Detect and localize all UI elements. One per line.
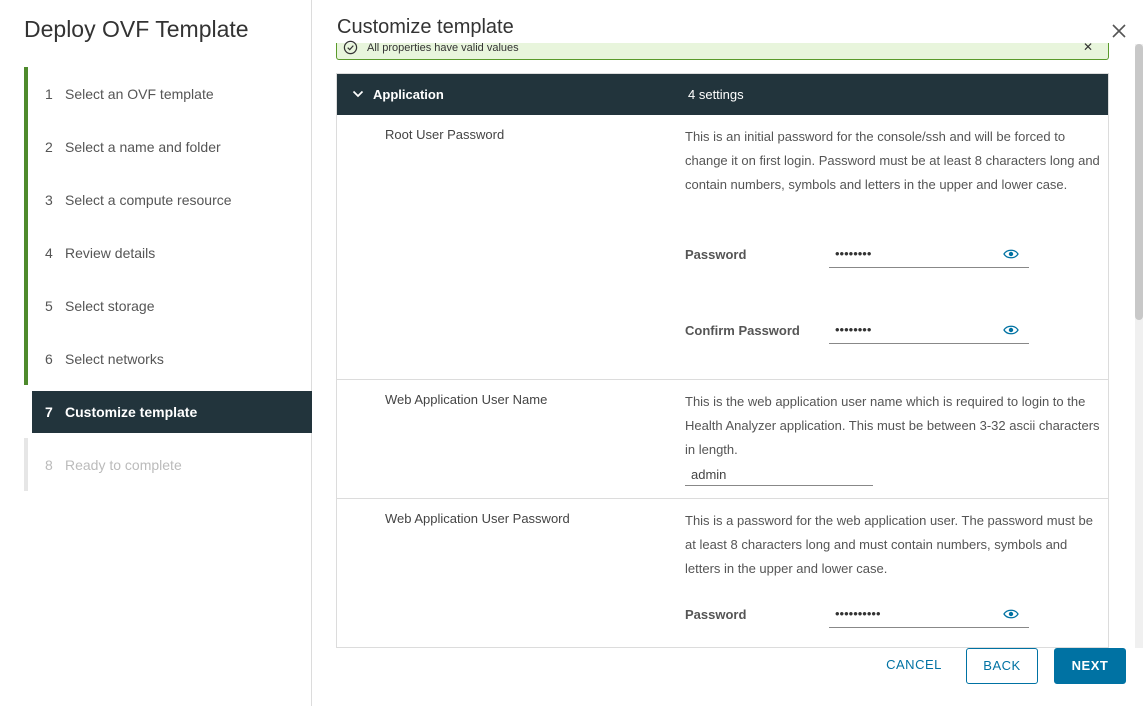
step-number: 7 bbox=[45, 403, 53, 420]
root-password-input[interactable] bbox=[829, 244, 1029, 268]
setting-web-app-user-name bbox=[337, 380, 1108, 499]
web-password-input[interactable] bbox=[829, 604, 1029, 628]
group-name: Application bbox=[373, 87, 444, 102]
field-label: Password bbox=[685, 247, 747, 262]
setting-label: Web Application User Password bbox=[385, 511, 570, 526]
step-number: 4 bbox=[45, 244, 53, 261]
step-label: Select networks bbox=[65, 350, 164, 367]
step-review-details[interactable] bbox=[24, 226, 312, 279]
step-progress-bar bbox=[24, 332, 28, 385]
cancel-button[interactable]: CANCEL bbox=[886, 657, 942, 672]
step-select-name-folder[interactable] bbox=[24, 120, 312, 173]
root-confirm-password-field bbox=[685, 320, 1045, 344]
step-progress-bar bbox=[24, 67, 28, 120]
password-value: •••••••••• bbox=[835, 606, 881, 621]
step-progress-bar bbox=[24, 438, 28, 491]
step-number: 8 bbox=[45, 456, 53, 473]
step-number: 1 bbox=[45, 85, 53, 102]
field-label: Password bbox=[685, 607, 747, 622]
step-progress-bar bbox=[24, 173, 28, 226]
web-user-name-input[interactable] bbox=[685, 464, 873, 486]
step-customize-template[interactable] bbox=[24, 385, 312, 438]
step-label: Ready to complete bbox=[65, 456, 182, 473]
next-button[interactable]: NEXT bbox=[1054, 648, 1126, 684]
step-label: Select a name and folder bbox=[65, 138, 221, 155]
scrollbar-thumb[interactable] bbox=[1135, 44, 1143, 320]
step-progress-bar bbox=[24, 279, 28, 332]
step-progress-bar bbox=[24, 226, 28, 279]
password-value: •••••••• bbox=[835, 246, 872, 261]
step-ready-to-complete bbox=[24, 438, 312, 491]
scrollbar[interactable] bbox=[1135, 44, 1143, 648]
web-password-field bbox=[685, 604, 1045, 628]
setting-description: This is the web application user name which is required to login to the Health Analyzer application. This must be between 3-32 ascii characters in length. bbox=[685, 394, 1100, 457]
step-label: Select a compute resource bbox=[65, 191, 232, 208]
step-label: Customize template bbox=[65, 403, 198, 420]
step-select-networks[interactable] bbox=[24, 332, 312, 385]
field-label: Confirm Password bbox=[685, 323, 800, 338]
step-number: 6 bbox=[45, 350, 53, 367]
step-select-ovf-template[interactable] bbox=[24, 67, 312, 120]
setting-label: Web Application User Name bbox=[385, 392, 548, 407]
check-circle-icon bbox=[343, 40, 358, 55]
properties-table bbox=[336, 73, 1109, 648]
step-number: 2 bbox=[45, 138, 53, 155]
setting-description: This is an initial password for the console/ssh and will be forced to change it on first login. Password must be at least 8 characters long and contain numbers, symbols and letters in the upper and lower case. bbox=[685, 129, 1100, 192]
step-select-storage[interactable] bbox=[24, 279, 312, 332]
password-value: •••••••• bbox=[835, 322, 872, 337]
root-password-field bbox=[685, 244, 1045, 268]
step-select-compute-resource[interactable] bbox=[24, 173, 312, 226]
step-label: Select an OVF template bbox=[65, 85, 214, 102]
wizard-steps bbox=[24, 67, 312, 491]
close-icon[interactable] bbox=[1110, 22, 1128, 40]
group-settings-count: 4 settings bbox=[688, 87, 744, 102]
setting-web-app-user-password bbox=[337, 499, 1108, 648]
step-number: 5 bbox=[45, 297, 53, 314]
group-header-application[interactable] bbox=[337, 74, 1108, 115]
back-button[interactable]: BACK bbox=[966, 648, 1038, 684]
step-label: Review details bbox=[65, 244, 156, 261]
wizard-title: Deploy OVF Template bbox=[24, 16, 249, 42]
page-title: Customize template bbox=[337, 16, 514, 38]
chevron-down-icon[interactable] bbox=[351, 87, 365, 101]
alert-text: All properties have valid values bbox=[367, 42, 519, 54]
eye-icon[interactable] bbox=[1003, 608, 1019, 620]
setting-root-user-password bbox=[337, 115, 1108, 380]
step-number: 3 bbox=[45, 191, 53, 208]
eye-icon[interactable] bbox=[1003, 248, 1019, 260]
step-label: Select storage bbox=[65, 297, 155, 314]
validation-alert bbox=[336, 40, 1109, 60]
setting-label: Root User Password bbox=[385, 127, 505, 142]
setting-description: This is a password for the web application user. The password must be at least 8 characters long and must contain numbers, symbols and letters in the upper and lower case. bbox=[685, 513, 1094, 576]
eye-icon[interactable] bbox=[1003, 324, 1019, 336]
step-progress-bar bbox=[24, 120, 28, 173]
alert-close-icon[interactable]: ✕ bbox=[1082, 40, 1093, 54]
root-confirm-password-input[interactable] bbox=[829, 320, 1029, 344]
wizard-sidebar bbox=[0, 0, 312, 706]
